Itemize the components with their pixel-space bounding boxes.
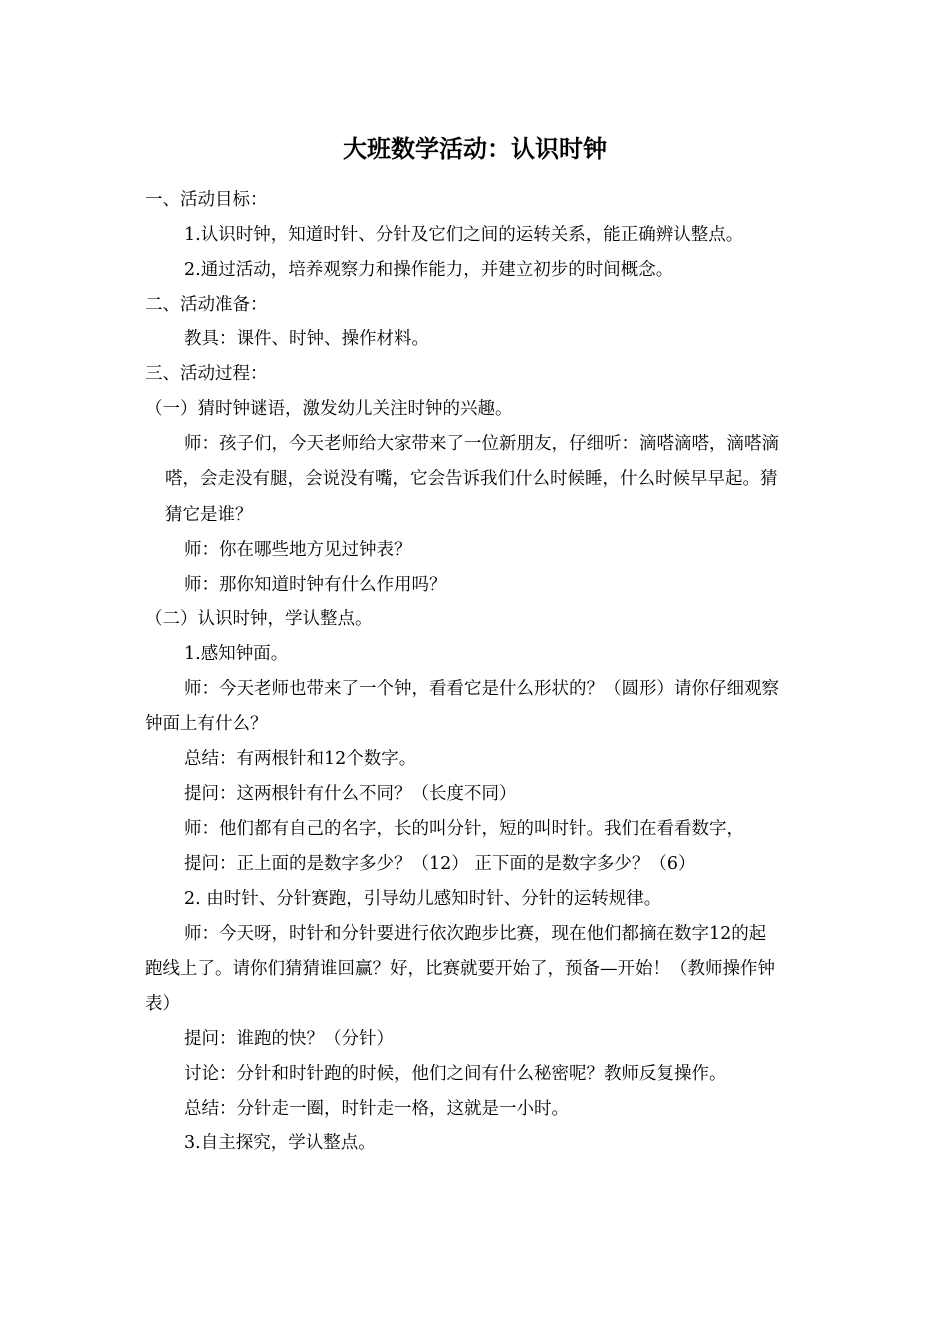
section-heading: 二、活动准备： [145, 295, 268, 315]
paragraph-line: 讨论：分针和时针跑的时候，他们之间有什么秘密呢？教师反复操作。 [184, 1064, 727, 1084]
paragraph-line: 师：他们都有自己的名字，长的叫分针，短的叫时针。我们在看看数字， [184, 819, 744, 839]
paragraph-line: 提问：正上面的是数字多少？（12） 正下面的是数字多少？（6） [184, 854, 696, 874]
paragraph-line: 总结：有两根针和12个数字。 [184, 749, 417, 769]
paragraph-line: 猜它是谁？ [165, 505, 253, 525]
paragraph-line: 表） [145, 994, 180, 1014]
section-heading: 三、活动过程： [145, 364, 268, 384]
paragraph-line: 钟面上有什么？ [145, 714, 268, 734]
section-heading: 一、活动目标： [145, 190, 268, 210]
paragraph-line: 跑线上了。请你们猜猜谁回赢？好，比赛就要开始了，预备—开始！（教师操作钟 [145, 959, 775, 979]
subsection-heading: （一）猜时钟谜语，激发幼儿关注时钟的兴趣。 [145, 399, 513, 419]
paragraph-line: 2.通过活动，培养观察力和操作能力，并建立初步的时间概念。 [184, 260, 674, 280]
paragraph-line: 师：你在哪些地方见过钟表？ [184, 540, 412, 560]
paragraph-line: 2. 由时针、分针赛跑，引导幼儿感知时针、分针的运转规律。 [184, 889, 662, 909]
page-title: 大班数学活动：认识时钟 [343, 135, 607, 163]
paragraph-line: 师：今天呀，时针和分针要进行依次跑步比赛，现在他们都摘在数字12的起 [184, 924, 767, 944]
paragraph-line: 师：今天老师也带来了一个钟，看看它是什么形状的？（圆形）请你仔细观察 [184, 679, 779, 699]
subsection-heading: （二）认识时钟，学认整点。 [145, 609, 373, 629]
paragraph-line: 嗒，会走没有腿，会说没有嘴，它会告诉我们什么时候睡，什么时候早早起。猜 [165, 469, 778, 489]
paragraph-line: 提问：这两根针有什么不同？（长度不同） [184, 784, 517, 804]
paragraph-line: 师：那你知道时钟有什么作用吗？ [184, 575, 447, 595]
paragraph-line: 1.认识时钟，知道时针、分针及它们之间的运转关系，能正确辨认整点。 [184, 225, 744, 245]
paragraph-line: 提问：谁跑的快？（分针） [184, 1029, 394, 1049]
paragraph-line: 教具：课件、时钟、操作材料。 [184, 329, 429, 349]
paragraph-line: 师：孩子们，今天老师给大家带来了一位新朋友，仔细听：滴嗒滴嗒，滴嗒滴 [184, 434, 779, 454]
paragraph-line: 1.感知钟面。 [184, 644, 289, 664]
paragraph-line: 3.自主探究，学认整点。 [184, 1133, 376, 1153]
paragraph-line: 总结：分针走一圈，时针走一格，这就是一小时。 [184, 1099, 569, 1119]
